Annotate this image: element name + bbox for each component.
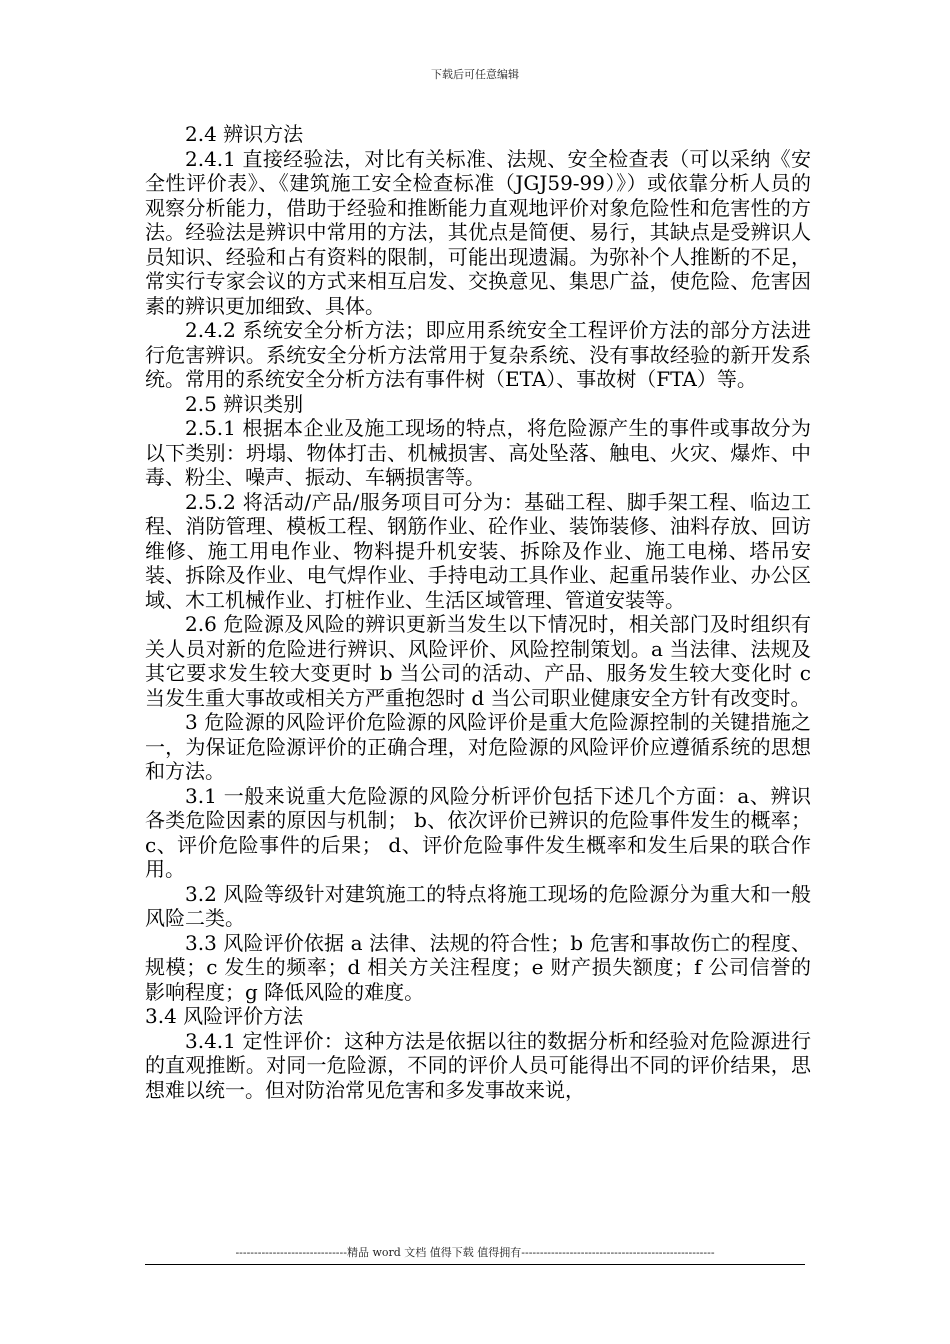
document-body [145, 122, 811, 1102]
paragraph-2-6: 2.6 危险源及风险的辨识更新当发生以下情况时，相关部门及时组织有关人员对新的危险进行辨识、风险评价、风险控制策划。a 当法律、法规及其它要求发生较大变更时 b 当公司的活动、产品、服务发生较大变化时 c 当发生重大事故或相关方严重抱怨时 d 当公司职业健康安全方针有改变时。 [145, 612, 811, 710]
paragraph-2-5-1: 2.5.1 根据本企业及施工现场的特点，将危险源产生的事件或事故分为以下类别：坍塌、物体打击、机械损害、高处坠落、触电、火灾、爆炸、中毒、粉尘、噪声、振动、车辆损害等。 [145, 416, 811, 489]
paragraph-3-4-1: 3.4.1 定性评价：这种方法是依据以往的数据分析和经验对危险源进行的直观推断。对同一危险源，不同的评价人员可能得出不同的评价结果，思想难以统一。但对防治常见危害和多发事故来说， [145, 1028, 811, 1102]
paragraph-3-3: 3.3 风险评价依据 a 法律、法规的符合性；b 危害和事故伤亡的程度、规模；c 发生的频率；d 相关方关注程度；e 财产损失额度；f 公司信誉的影响程度；g 降低风险的难度。 [145, 930, 811, 1004]
section-heading-2-4: 2.4 辨识方法 [185, 122, 304, 146]
footer-divider [145, 1264, 805, 1265]
page-footer: ------------------------------精品 word 文档 值得下载 值得拥有---------------------------------------------------- [235, 1246, 715, 1259]
section-heading-2-5: 2.5 辨识类别 [185, 391, 304, 416]
paragraph-2-5-2: 2.5.2 将活动/产品/服务项目可分为：基础工程、脚手架工程、临边工程、消防管理、模板工程、钢筋作业、砼作业、装饰装修、油料存放、回访维修、施工用电作业、物料提升机安装、拆除及作业、施工电梯、塔吊安装、拆除及作业、电气焊作业、手持电动工具作业、起重吊装作业、办公区域、木工机械作业、打桩作业、生活区域管理、管道安装等。 [145, 489, 811, 612]
section-heading-3-4: 3.4 风险评价方法 [145, 1004, 304, 1028]
paragraph-2-4-1: 2.4.1 直接经验法，对比有关标准、法规、安全检查表（可以采纳《安全性评价表》、《建筑施工安全检查标准（JGJ59-99）》）或依靠分析人员的观察分析能力，借助于经验和推断能力直观地评价对象危险性和危害性的方法。经验法是辨识中常用的方法，其优点是简便、易行，其缺点是受辨识人员知识、经验和占有资料的限制，可能出现遗漏。为弥补个人推断的不足，常实行专家会议的方式来相互启发、交换意见、集思广益，使危险、危害因素的辨识更加细致、具体。 [145, 146, 811, 318]
paragraph-3-2: 3.2 风险等级针对建筑施工的特点将施工现场的危险源分为重大和一般风险二类。 [145, 881, 811, 930]
paragraph-3-1: 3.1 一般来说重大危险源的风险分析评价包括下述几个方面：a、辨识各类危险因素的原因与机制； b、依次评价已辨识的危险事件发生的概率； c、评价危险事件的后果； d、评价危险事件发生概率和发生后果的联合作用。 [145, 783, 811, 881]
page-header: 下载后可任意编辑 [431, 68, 519, 81]
paragraph-3: 3 危险源的风险评价危险源的风险评价是重大危险源控制的关键措施之一，为保证危险源评价的正确合理，对危险源的风险评价应遵循系统的思想和方法。 [145, 710, 811, 783]
paragraph-2-4-2: 2.4.2 系统安全分析方法；即应用系统安全工程评价方法的部分方法进行危害辨识。系统安全分析方法常用于复杂系统、没有事故经验的新开发系统。常用的系统安全分析方法有事件树（ETA）、事故树（FTA）等。 [145, 318, 811, 391]
